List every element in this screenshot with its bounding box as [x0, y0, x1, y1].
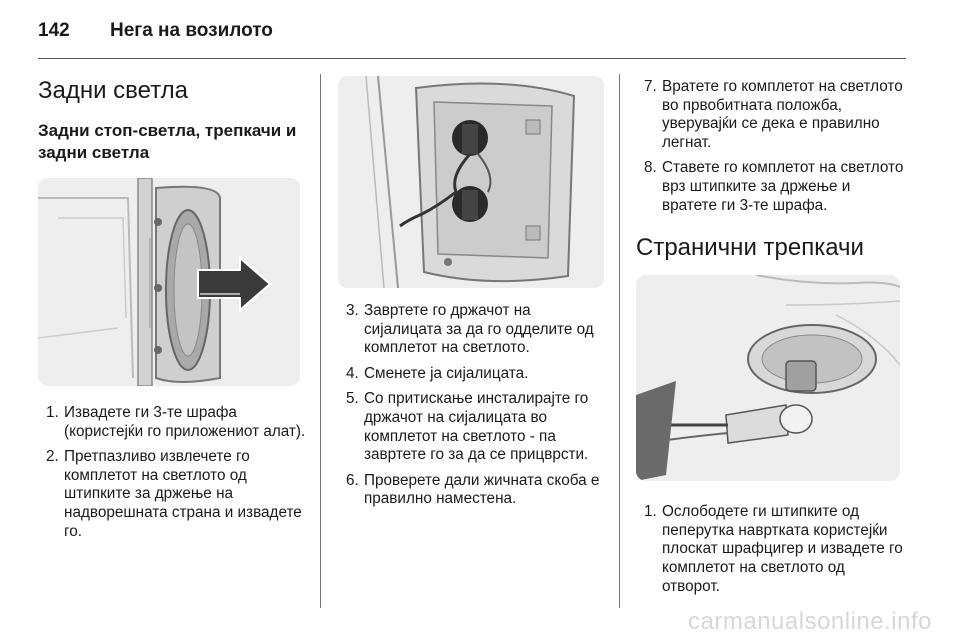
list-item: 6. Проверете дали жичната скоба е правилно наместена.	[346, 471, 600, 508]
steps-list-middle	[338, 302, 608, 509]
list-item: 1. Ослободете ги штипките од пеперутка навртката користејќи плоскат шрафцигер и извадете го комплетот на светлото од отворот.	[644, 503, 903, 595]
steps-list-right-bottom	[636, 503, 906, 596]
subsection-title-stop-lights: Задни стоп-светла, трепкачи и задни светла	[38, 121, 297, 162]
page-number: 142	[38, 20, 70, 41]
section-title-side-indicators: Странични трепкачи	[636, 234, 864, 262]
side-indicator-illustration-icon	[636, 275, 900, 481]
list-item: 3. Завртете го држачот на сијалицата за да го одделите од комплетот на светлото.	[346, 302, 594, 357]
list-item: 4. Сменете ја сијалицата.	[346, 364, 529, 382]
steps-list-left	[38, 404, 308, 541]
chapter-title: Нега на возилото	[110, 20, 273, 41]
steps-list-right-top	[636, 78, 906, 215]
list-item: 7. Вратете го комплетот на светлото во првобитната положба, уверувајќи се дека е правилно легнат.	[644, 78, 903, 151]
watermark: carmanualsonline.info	[688, 608, 932, 635]
header-rule	[38, 58, 906, 59]
middle-column	[338, 72, 608, 516]
list-item: 5. Со притискање инсталирајте го држачот на сијалицата во комплетот на светлото - па завртете го за да се прицврсти.	[346, 390, 589, 464]
list-item: 2. Претпазливо извлечете го комплетот на светлото од штипките за држење на надворешната страна и извадете го.	[46, 448, 302, 540]
column-divider-left	[320, 74, 321, 608]
list-item: 8. Ставете го комплетот на светлото врз штипките за држење и вратете ги 3-те шрафа.	[644, 159, 904, 214]
bulb-holder-illustration-icon	[338, 76, 604, 288]
section-title-tail-lights: Задни светла	[38, 77, 189, 104]
column-divider-right	[619, 74, 620, 608]
right-column	[636, 72, 906, 603]
left-column	[38, 72, 308, 548]
tail-light-removal-illustration-icon	[38, 178, 300, 386]
list-item: 1. Извадете ги 3-те шрафа (користејќи го приложениот алат).	[46, 404, 306, 440]
